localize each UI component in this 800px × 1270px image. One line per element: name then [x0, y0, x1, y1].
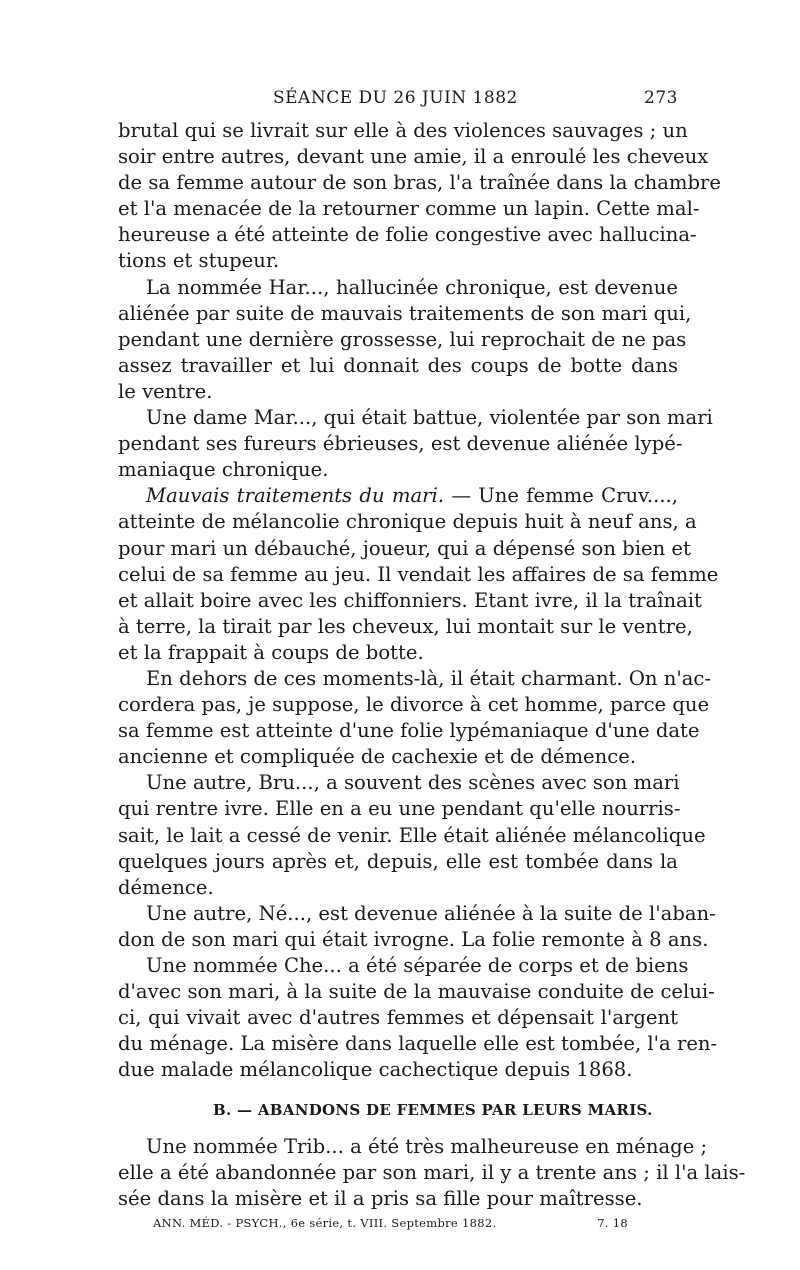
text-line: maniaque chronique.: [118, 458, 329, 482]
text-line: cordera pas, je suppose, le divorce à cet homme, parce que: [118, 693, 710, 717]
italic-lead: Mauvais traitements du mari.: [146, 484, 445, 508]
text-line: atteinte de mélancolie chronique depuis huit à neuf ans, a: [118, 510, 697, 534]
text-line: ci, qui vivait avec d'autres femmes et dépensait l'argent: [118, 1006, 678, 1030]
paragraph: [118, 666, 712, 770]
text-line: d'avec son mari, à la suite de la mauvaise conduite de celui-: [118, 980, 715, 1004]
text-line: démence.: [118, 875, 214, 899]
section-heading: B. — ABANDONS DE FEMMES PAR LEURS MARIS.: [213, 1101, 653, 1120]
text-line: ancienne et compliquée de cachexie et de démence.: [118, 745, 637, 769]
text-line: Une dame Mar..., qui était battue, violentée par son mari: [146, 406, 713, 430]
text-line: heureuse a été atteinte de folie congestive avec hallucina-: [118, 223, 697, 247]
text-line: brutal qui se livrait sur elle à des violences sauvages ; un: [118, 119, 688, 142]
text-line: Une autre, Bru..., a souvent des scènes avec son mari: [146, 771, 680, 795]
text-line: et la frappait à coups de botte.: [118, 640, 424, 664]
text-line: tions et stupeur.: [118, 249, 280, 273]
text-line: soir entre autres, devant une amie, il a enroulé les cheveux: [118, 145, 709, 169]
paragraph: [118, 901, 716, 953]
signature-mark: 7. 18: [597, 1215, 628, 1230]
text-line: et allait boire avec les chiffonniers. Etant ivre, il la traînait: [118, 588, 702, 612]
text-line: due malade mélancolique cachectique depuis 1868.: [118, 1058, 633, 1082]
paragraph: [118, 483, 719, 666]
text-line: Une nommée Trib... a été très malheureuse en ménage ;: [146, 1134, 708, 1158]
text-line: [118, 483, 678, 509]
running-title: SÉANCE DU 26 JUIN 1882: [273, 88, 518, 108]
text-line: celui de sa femme au jeu. Il vendait les affaires de sa femme: [118, 562, 719, 586]
page-footer: [118, 1216, 678, 1234]
text-line: elle a été abandonnée par son mari, il y a trente ans ; il l'a lais-: [118, 1160, 746, 1184]
text-line: le ventre.: [118, 379, 213, 403]
text-line: du ménage. La misère dans laquelle elle est tombée, l'a ren-: [118, 1032, 718, 1056]
text-line: don de son mari qui était ivrogne. La folie remonte à 8 ans.: [118, 927, 709, 951]
paragraph: [118, 1134, 746, 1212]
paragraph: [118, 275, 692, 405]
text-line: qui rentre ivre. Elle en a eu une pendant qu'elle nourris-: [118, 797, 681, 821]
text-line: Une autre, Né..., est devenue aliénée à la suite de l'aban-: [146, 901, 716, 925]
text-line: sait, le lait a cessé de venir. Elle était aliénée mélancolique: [118, 823, 706, 847]
journal-citation: ANN. MÉD. - PSYCH., 6e série, t. VIII. Septembre 1882.: [153, 1215, 497, 1230]
lead-rest: — Une femme Cruv....,: [444, 484, 679, 508]
text-line: sée dans la misère et il a pris sa fille pour maîtresse.: [118, 1186, 643, 1210]
text-line: assez travailler et lui donnait des coups de botte dans: [118, 353, 678, 377]
running-header: [118, 88, 678, 118]
text-line: En dehors de ces moments-là, il était charmant. On n'ac-: [146, 666, 712, 690]
text-line: et l'a menacée de la retourner comme un lapin. Cette mal-: [118, 197, 700, 221]
text-line: sa femme est atteinte d'une folie lypémaniaque d'une date: [118, 719, 700, 743]
paragraph: [118, 770, 706, 900]
text-line: à terre, la tirait par les cheveux, lui montait sur le ventre,: [118, 614, 693, 638]
paragraph: [118, 953, 718, 1083]
text-line: quelques jours après et, depuis, elle est tombée dans la: [118, 849, 678, 873]
text-line: pour mari un débauché, joueur, qui a dépensé son bien et: [118, 536, 691, 560]
paragraph: [118, 405, 713, 483]
text-line: Une nommée Che... a été séparée de corps et de biens: [146, 954, 689, 977]
text-line: La nommée Har..., hallucinée chronique, est devenue: [146, 275, 678, 299]
body-text: [118, 118, 746, 1212]
text-line: de sa femme autour de son bras, l'a traînée dans la chambre: [118, 171, 721, 195]
page-number: 273: [644, 88, 678, 108]
text-line: pendant ses fureurs ébrieuses, est devenue aliénée lypé-: [118, 432, 683, 456]
document-page: [118, 88, 746, 1234]
text-line: pendant une dernière grossesse, lui reprochait de ne pas: [118, 327, 687, 351]
text-line: aliénée par suite de mauvais traitements de son mari qui,: [118, 301, 692, 325]
paragraph: [118, 118, 721, 275]
